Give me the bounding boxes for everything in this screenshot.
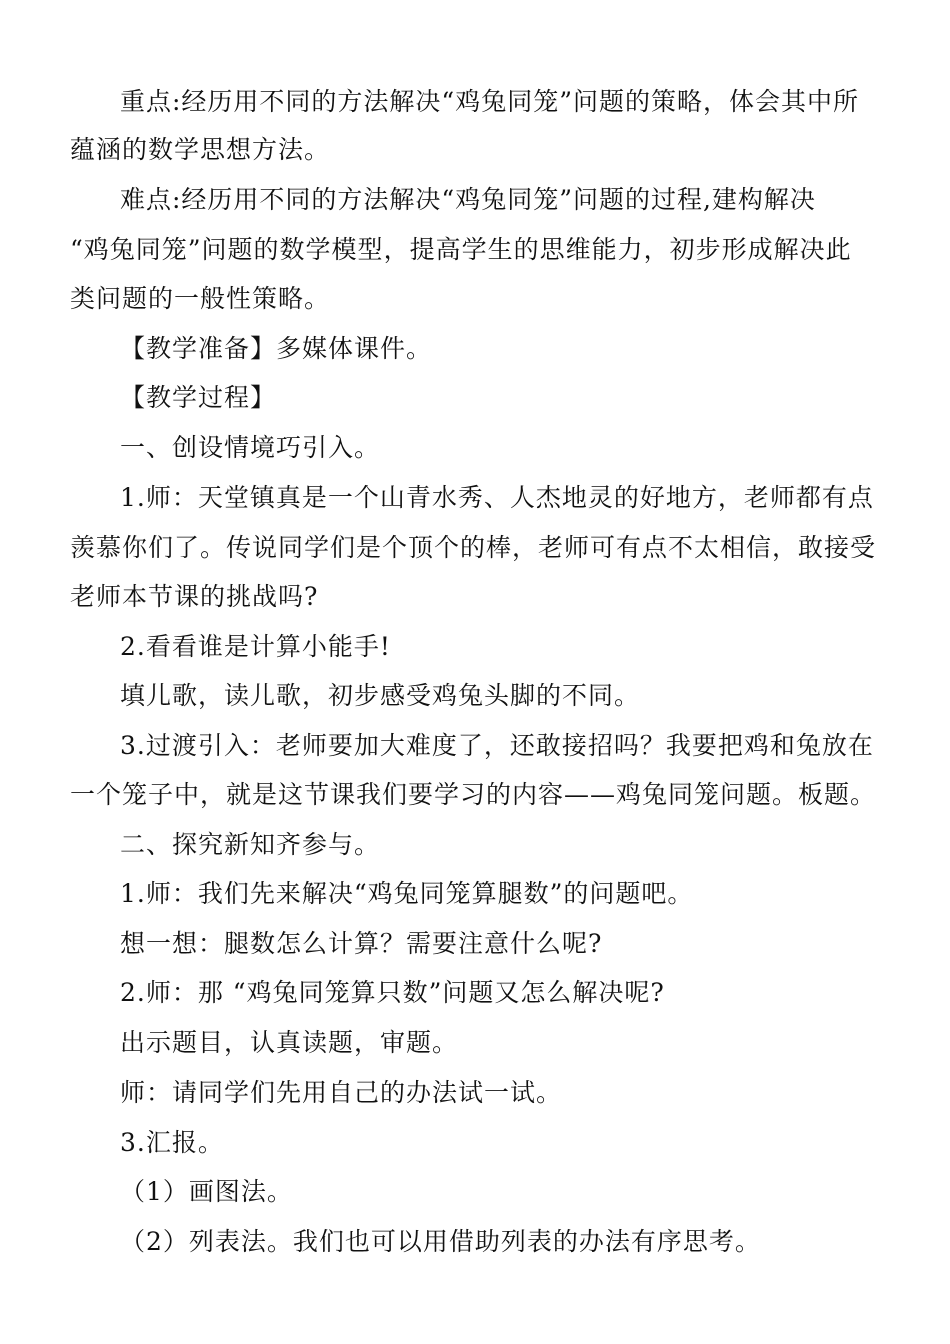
show-problem-line: 出示题目，认真读题，审题。 xyxy=(120,1028,459,1057)
teaching-preparation: 【教学准备】多媒体课件。 xyxy=(120,334,433,363)
think-line: 想一想：腿数怎么计算？需要注意什么呢? xyxy=(120,929,603,958)
nursery-rhyme-line: 填儿歌，读儿歌，初步感受鸡兔头脚的不同。 xyxy=(120,681,641,710)
difficulty-line-3: 类问题的一般性策略。 xyxy=(70,284,331,313)
count-question-line: 2.师：那 “鸡兔同笼算只数”问题又怎么解决呢? xyxy=(120,978,665,1007)
teaching-process-heading: 【教学过程】 xyxy=(120,383,277,412)
step-1-line-1: 1.师：天堂镇真是一个山青水秀、人杰地灵的好地方，老师都有点 xyxy=(120,483,874,512)
report-heading: 3.汇报。 xyxy=(120,1128,224,1157)
step-3-line-2: 一个笼子中，就是这节课我们要学习的内容——鸡兔同笼问题。板题。 xyxy=(70,780,877,809)
legs-question-line: 1.师：我们先来解决“鸡兔同笼算腿数”的问题吧。 xyxy=(120,879,694,908)
key-point-line-2: 蕴涵的数学思想方法。 xyxy=(70,135,331,164)
step-3-line-1: 3.过渡引入：老师要加大难度了，还敢接招吗？我要把鸡和兔放在 xyxy=(120,731,874,760)
difficulty-line-1: 难点:经历用不同的方法解决“鸡兔同笼”问题的过程,建构解决 xyxy=(120,185,816,214)
key-point-line-1: 重点:经历用不同的方法解决“鸡兔同笼”问题的策略，体会其中所 xyxy=(120,87,859,116)
drawing-method-line: （1）画图法。 xyxy=(120,1177,293,1206)
section-two-heading: 二、探究新知齐参与。 xyxy=(120,830,381,859)
step-1-line-3: 老师本节课的挑战吗? xyxy=(70,582,319,611)
table-method-line: （2）列表法。我们也可以用借助列表的办法有序思考。 xyxy=(120,1227,761,1256)
step-1-line-2: 羡慕你们了。传说同学们是个顶个的棒，老师可有点不太相信，敢接受 xyxy=(70,533,877,562)
try-it-line: 师：请同学们先用自己的办法试一试。 xyxy=(120,1078,563,1107)
section-one-heading: 一、创设情境巧引入。 xyxy=(120,433,381,462)
difficulty-line-2: “鸡兔同笼”问题的数学模型，提高学生的思维能力，初步形成解决此 xyxy=(70,235,852,264)
step-2-line: 2.看看谁是计算小能手! xyxy=(120,632,391,661)
